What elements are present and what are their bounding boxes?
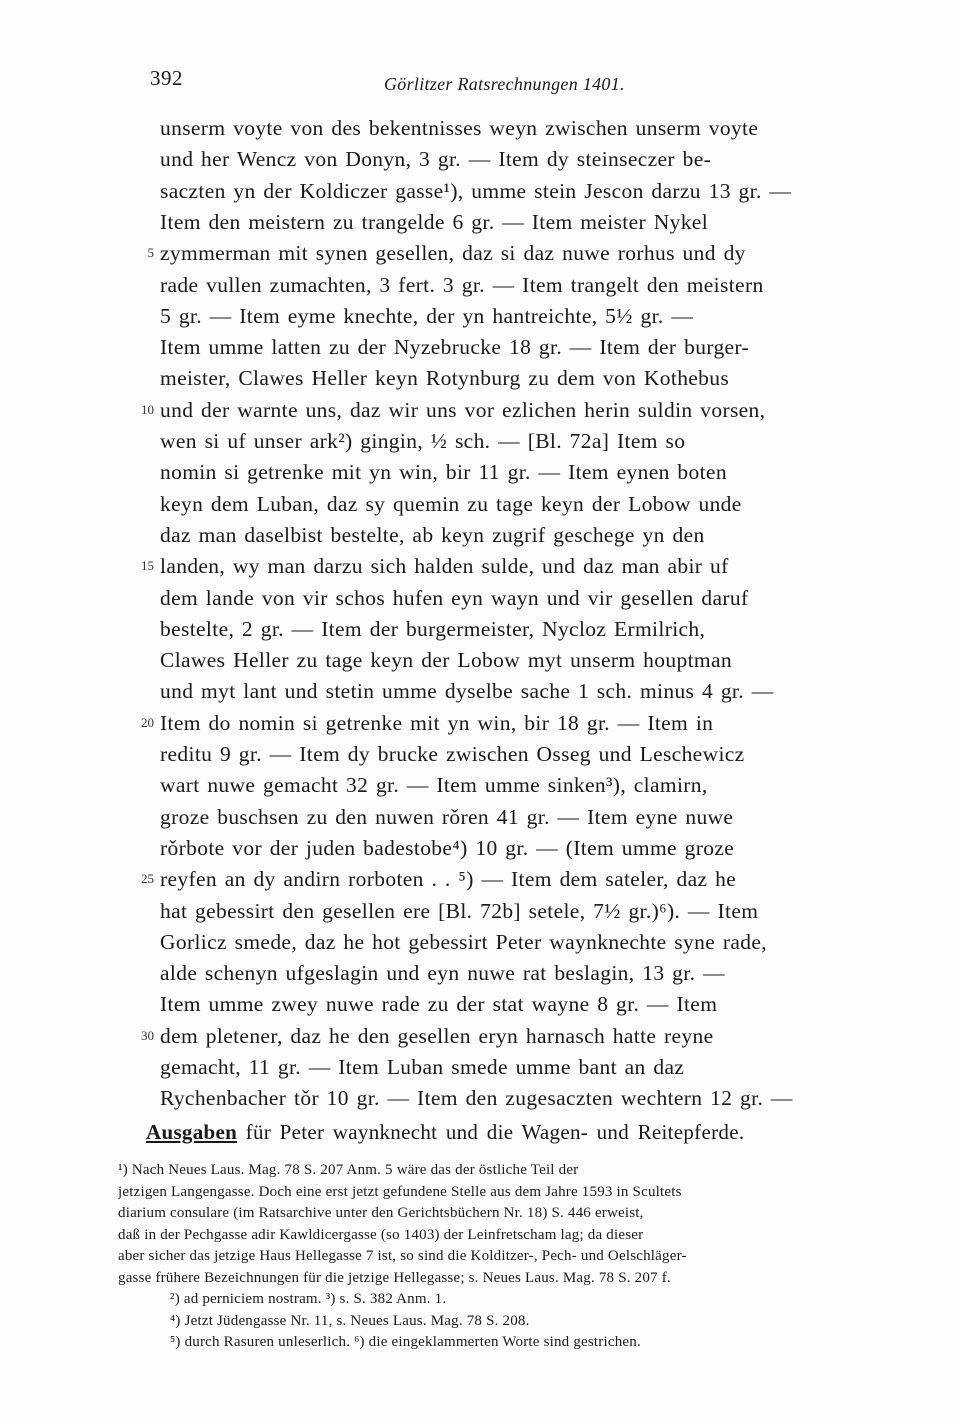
text-line: und myt lant und stetin umme dyselbe sache 1 sch. minus 4 gr. —	[160, 679, 774, 704]
footnote-line: ¹) Nach Neues Laus. Mag. 78 S. 207 Anm. 5 wäre das der östliche Teil der	[118, 1162, 579, 1178]
text-line: dem lande von vir schos hufen eyn wayn und vir gesellen daruf	[160, 585, 749, 610]
line-number: 10	[141, 401, 154, 417]
text-line: gemacht, 11 gr. — Item Luban smede umme bant an daz	[160, 1055, 685, 1079]
text-line: hat gebessirt den gesellen ere [Bl. 72b] setele, 7½ gr.)⁶). — Item	[160, 898, 759, 923]
text-line: Item do nomin si getrenke mit yn win, bir 18 gr. — Item in	[160, 710, 714, 735]
line-number: 25	[141, 871, 154, 887]
text-line: reditu 9 gr. — Item dy brucke zwischen Osseg und Leschewicz	[160, 742, 745, 766]
footnote-line: ²) ad perniciem nostram. ³) s. S. 382 Anm. 1.	[170, 1291, 447, 1307]
text-line: meister, Clawes Heller keyn Rotynburg zu dem von Kothebus	[160, 366, 730, 391]
footnote-line: daß in der Pechgasse adir Kawldicergasse (so 1403) der Leinfretscham lag; da dieser	[118, 1226, 644, 1243]
line-number: 15	[141, 558, 154, 574]
text-line: dem pletener, daz he den gesellen eryn harnasch hatte reyne	[160, 1023, 714, 1048]
line-number: 5	[147, 245, 154, 261]
running-head: Görlitzer Ratsrechnungen 1401.	[384, 74, 625, 94]
text-line: landen, wy man darzu sich halden sulde, und daz man abir uf	[160, 554, 729, 579]
text-line: keyn dem Luban, daz sy quemin zu tage keyn der Lobow unde	[160, 491, 742, 516]
text-line: Rychenbacher tǒr 10 gr. — Item den zugesaczten wechtern 12 gr. —	[160, 1086, 793, 1111]
footnote-line: gasse frühere Bezeichnungen für die jetzige Hellegasse; s. Neues Laus. Mag. 78 S. 207 f.	[118, 1269, 671, 1286]
section-heading-first-word: Ausgaben	[146, 1120, 238, 1144]
text-line: groze buschsen zu den nuwen rǒren 41 gr. — Item eyne nuwe	[160, 804, 734, 829]
text-line: wart nuwe gemacht 32 gr. — Item umme sinken³), clamirn,	[160, 773, 708, 798]
text-line: bestelte, 2 gr. — Item der burgermeister, Nycloz Ermilrich,	[160, 616, 706, 641]
footnote-line: ⁵) durch Rasuren unleserlich. ⁶) die eingeklammerten Worte sind gestrichen.	[170, 1334, 641, 1350]
line-number: 20	[141, 714, 154, 730]
page-number: 392	[150, 66, 183, 90]
line-number: 30	[141, 1027, 154, 1043]
text-line: 5 gr. — Item eyme knechte, der yn hantreichte, 5½ gr. —	[160, 303, 694, 328]
text-line: zymmerman mit synen gesellen, daz si daz nuwe rorhus und dy	[160, 241, 746, 266]
text-line: Item umme zwey nuwe rade zu der stat wayne 8 gr. — Item	[160, 992, 718, 1017]
text-line: rǒrbote vor der juden badestobe⁴) 10 gr. — (Item umme groze	[160, 835, 735, 860]
text-line: wen si uf unser ark²) gingin, ½ sch. — [Bl. 72a] Item so	[160, 429, 686, 453]
text-line: nomin si getrenke mit yn win, bir 11 gr. — Item eynen boten	[160, 460, 727, 485]
section-heading	[146, 1117, 910, 1147]
footnote-line: aber sicher das jetzige Haus Hellegasse 7 ist, so sind die Kolditzer-, Pech- und Oelschläger-	[118, 1248, 687, 1264]
text-line: rade vullen zumachten, 3 fert. 3 gr. — Item trangelt den meistern	[160, 272, 764, 297]
text-line: und her Wencz von Donyn, 3 gr. — Item dy steinseczer be-	[160, 147, 712, 172]
text-line: Clawes Heller zu tage keyn der Lobow myt unserm houptman	[160, 648, 732, 673]
text-line: Item umme latten zu der Nyzebrucke 18 gr. — Item der burger-	[160, 335, 750, 360]
text-line: daz man daselbist bestelte, ab keyn zugrif geschege yn den	[160, 522, 705, 547]
text-line: alde schenyn ufgeslagin und eyn nuwe rat beslagin, 13 gr. —	[160, 961, 725, 986]
footnote-line: diarium consulare (im Ratsarchive unter den Gerichtsbüchern Nr. 18) S. 446 erweist,	[118, 1205, 644, 1221]
section-heading-rest: für Peter waynknecht und die Wagen- und Reitepferde.	[245, 1120, 745, 1144]
text-line: Item den meistern zu trangelde 6 gr. — Item meister Nykel	[160, 209, 709, 234]
text-line: unserm voyte von des bekentnisses weyn zwischen unserm voyte	[160, 116, 759, 140]
text-line: und der warnte uns, daz wir uns vor ezlichen herin suldin vorsen,	[160, 397, 766, 422]
footnote-line: jetzigen Langengasse. Doch eine erst jetzt gefundene Stelle aus dem Jahre 1593 in Scultets	[118, 1183, 682, 1200]
footnote-line: ⁴) Jetzt Jüdengasse Nr. 11, s. Neues Laus. Mag. 78 S. 208.	[170, 1312, 530, 1329]
text-line: saczten yn der Koldiczer gasse¹), umme stein Jescon darzu 13 gr. —	[160, 178, 792, 203]
text-line: reyfen an dy andirn rorboten . . ⁵) — Item dem sateler, daz he	[160, 867, 737, 892]
text-line: Gorlicz smede, daz he hot gebessirt Peter waynknechte syne rade,	[160, 929, 767, 954]
